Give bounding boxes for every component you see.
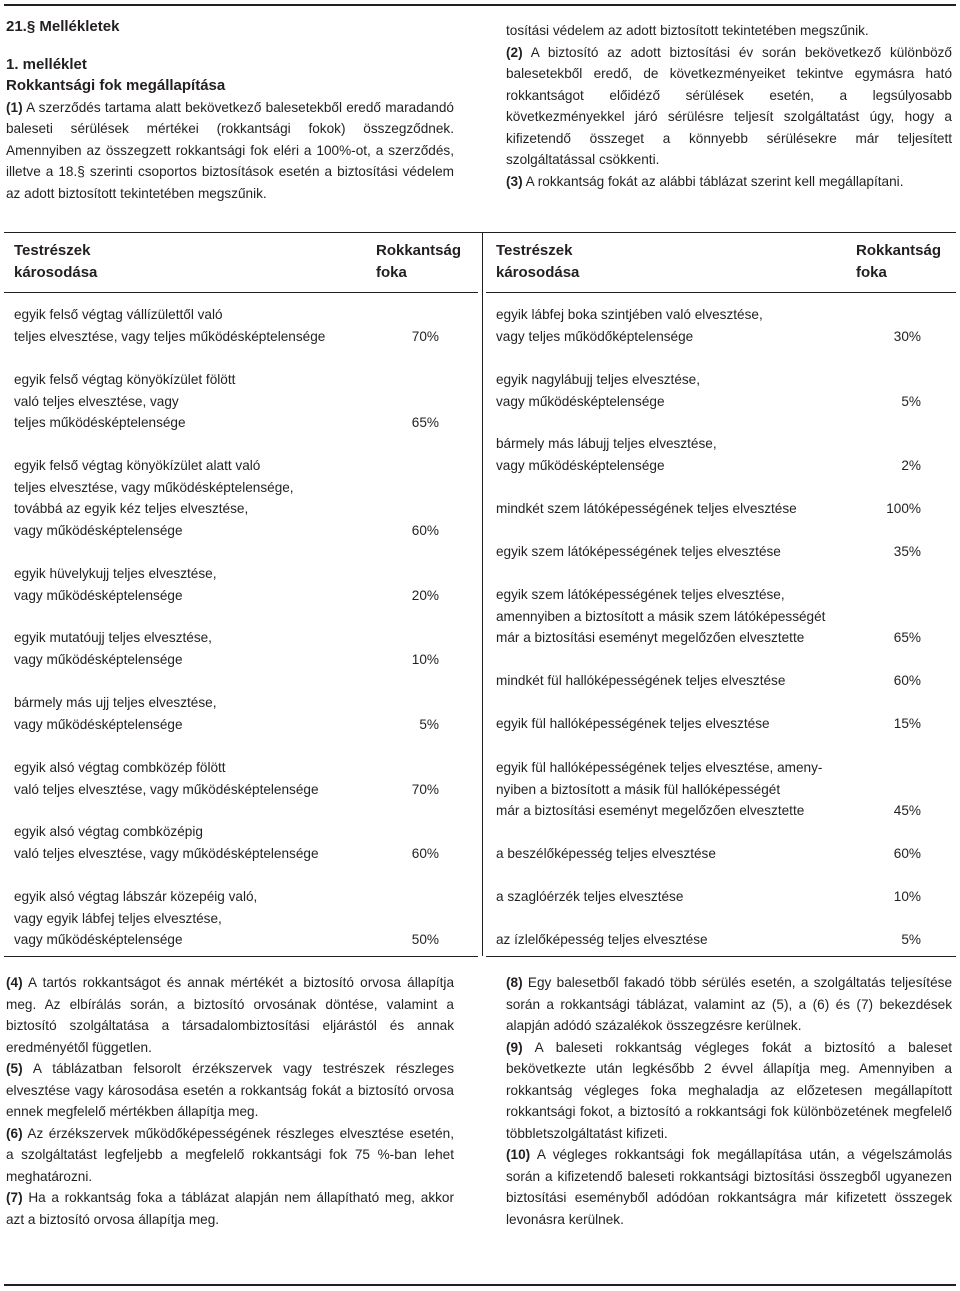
right-row [496,886,921,908]
row-description: egyik alsó végtag combközép fölött való teljes elvesztése, vagy működésképtelensége [14,760,319,797]
left-row [14,563,439,606]
row-value: 60% [893,846,921,861]
row-description: egyik hüvelykujj teljes elvesztése, vagy működésképtelensége [14,566,217,603]
attachment-number: 1. melléklet [6,55,87,73]
row-description: egyik fül hallóképességének teljes elvesztése, ameny- nyiben a biztosított a másik fül hallóképességét már a biztosítási eseményt megelőzően elvesztette [496,760,823,818]
row-value: 65% [893,630,921,645]
row-value: 15% [893,716,921,731]
table-header-rule-left [4,292,478,293]
left-row [14,757,439,800]
top-rule [4,4,956,6]
note-paragraph: (8) Egy balesetből fakadó több sérülés esetén, a szolgáltatás teljesítése során a rokkantsági táblázat, valamint az (5), a (6) és (7) bekezdések alapján adódó százalékok összegzésre kerülnek. [506,975,952,1033]
note-paragraph: (7) Ha a rokkantság foka a táblázat alapján nem állapítható meg, akkor azt a biztosító orvosa állapítja meg. [6,1190,454,1227]
table-column-divider [482,232,483,956]
row-value: 65% [411,415,439,430]
right-row [496,584,921,649]
row-description: a szaglóérzék teljes elvesztése [496,889,684,904]
attachment-title: Rokkantsági fok megállapítása [6,77,226,94]
row-value: 10% [411,651,439,667]
intro-paragraph-1: (1) A szerződés tartama alatt bekövetkező balesetekből eredő maradandó baleseti sérülések mértékei (rokkantsági fokok) összegződnek. Amennyiben az összegzett rokkantsági fok eléri a 100%-ot, a szerződés, illetve a 18.§ szerinti csoportos biztosítások esetén a biztosítási védelem az adott biztosított tekintetében megszűnik. [6,99,454,201]
note-paragraph: (6) Az érzékszervek működőképességének részleges elvesztése esetén, a szolgáltatást legfeljebb a megfelelő rokkantsági fok 75 %-ban lehet meghatározni. [6,1125,454,1184]
table-top-rule [4,232,956,233]
row-value: 100% [886,501,921,516]
row-description: egyik mutatóujj teljes elvesztése, vagy működésképtelensége [14,630,212,667]
left-row [14,369,439,434]
right-row [496,670,921,692]
right-row [496,369,921,412]
right-row [496,713,921,735]
table-bottom-rule-right [486,956,956,957]
row-value: 30% [893,328,921,344]
note-paragraph: (9) A baleseti rokkantság végleges fokát a biztosító a baleset bekövetkezte után legkésőbb 2 évvel állapítja meg. Amennyiben a rokkantság végleges foka meghaladja az előzetesen megállapított rokkantsági fokot, a biztosító a rokkantsági fok különbözetének megfelelő többletszolgáltatást kifizeti. [506,1039,952,1141]
right-row [496,929,921,951]
row-value: 10% [893,889,921,904]
row-value: 60% [893,673,921,688]
section-title: 21.§ Mellékletek [6,18,120,35]
row-value: 60% [411,845,439,861]
right-row [496,433,921,476]
right-row [496,843,921,865]
row-description: egyik felső végtag könyökízület alatt való teljes elvesztése, vagy működésképtelensége, továbbá az egyik kéz teljes elvesztése, vagy működésképtelensége [14,458,294,538]
row-description: mindkét fül hallóképességének teljes elvesztése [496,673,786,688]
intro-paragraph-3: (3) A rokkantság fokát az alábbi táblázat szerint kell megállapítani. [506,173,904,189]
row-value: 5% [901,932,921,947]
notes-left-column [6,972,454,1230]
left-row [14,627,439,670]
left-row [14,692,439,735]
note-paragraph: (5) A táblázatban felsorolt érzékszervek vagy testrészek részleges elvesztése vagy károsodása esetén a rokkantság fokát a biztosító orvosa ennek megfelelő mértékben állapítja meg. [6,1061,454,1119]
right-row [496,498,921,520]
intro-paragraph-1-continued: tosítási védelem az adott biztosított tekintetében megszűnik. [506,23,869,38]
note-paragraph: (10) A végleges rokkantsági fok megállapítása után, a végelszámolás során a kifizetendő baleseti rokkantsági biztosítási összegből ugyanezen biztosítási eseményből adódóan rokkantságra már kifizetett összegek levonásra kerülnek. [506,1147,952,1227]
row-value: 5% [419,716,439,732]
left-row [14,455,439,541]
table-header-rule-right [486,292,956,293]
note-paragraph: (4) A tartós rokkantságot és annak mértékét a biztosító orvosa állapítja meg. Az elbírálás során, a biztosító orvosának döntése, valamint a biztosító szolgáltatása a társadalombiztosítási eljárástól és annak eredményétől független. [6,975,454,1055]
row-value: 20% [411,587,439,603]
row-value: 35% [893,544,921,559]
row-description: egyik felső végtag vállízülettől való teljes elvesztése, vagy teljes működésképtelensége [14,307,326,344]
right-row [496,304,921,347]
right-row [496,757,921,822]
left-row [14,821,439,864]
left-row [14,304,439,347]
row-description: bármely más ujj teljes elvesztése, vagy működésképtelensége [14,695,217,732]
bottom-rule [4,1284,956,1286]
table-bottom-rule-left [4,956,478,957]
notes-right-column [506,972,952,1230]
row-description: az ízlelőképesség teljes elvesztése [496,932,708,947]
row-value: 70% [411,781,439,797]
row-description: bármely más lábujj teljes elvesztése, vagy működésképtelensége [496,436,717,473]
row-value: 45% [893,803,921,818]
row-value: 60% [411,522,439,538]
row-value: 2% [901,457,921,473]
row-description: egyik alsó végtag combközépig való teljes elvesztése, vagy működésképtelensége [14,824,319,861]
row-description: egyik nagylábujj teljes elvesztése, vagy működésképtelensége [496,372,701,409]
row-description: egyik alsó végtag lábszár közepéig való, vagy egyik lábfej teljes elvesztése, vagy működésképtelensége [14,889,258,947]
row-value: 50% [411,932,439,947]
row-description: mindkét szem látóképességének teljes elvesztése [496,501,797,516]
row-description: egyik felső végtag könyökízület fölött való teljes elvesztése, vagy teljes működésképtelensége [14,372,236,430]
row-description: egyik lábfej boka szintjében való elvesztése, vagy teljes működőképtelensége [496,307,763,344]
intro-paragraph-2: (2) A biztosító az adott biztosítási év során bekövetkező különböző balesetekből eredő, de következményeiket tekintve egymásra ható rokkantságot előidéző sérülések esetén, a legsúlyosabb következményekkel járó sérülésre teljesít szolgáltatást úgy, hogy a kifizetendő összeget a könnyebb sérülésekre már teljesített szolgáltatással csökkenti. [506,44,952,167]
intro-left-column [6,16,454,201]
row-description: egyik szem látóképességének teljes elvesztése, amennyiben a biztosított a másik szem látóképességét már a biztosítási eseményt megelőzően elvesztette [496,587,826,645]
row-value: 5% [901,393,921,409]
left-row [14,886,439,951]
right-row [496,541,921,563]
intro-right-column [506,20,952,192]
row-value: 70% [411,328,439,344]
row-description: egyik szem látóképességének teljes elvesztése [496,544,781,559]
row-description: egyik fül hallóképességének teljes elvesztése [496,716,770,731]
row-description: a beszélőképesség teljes elvesztése [496,846,716,861]
